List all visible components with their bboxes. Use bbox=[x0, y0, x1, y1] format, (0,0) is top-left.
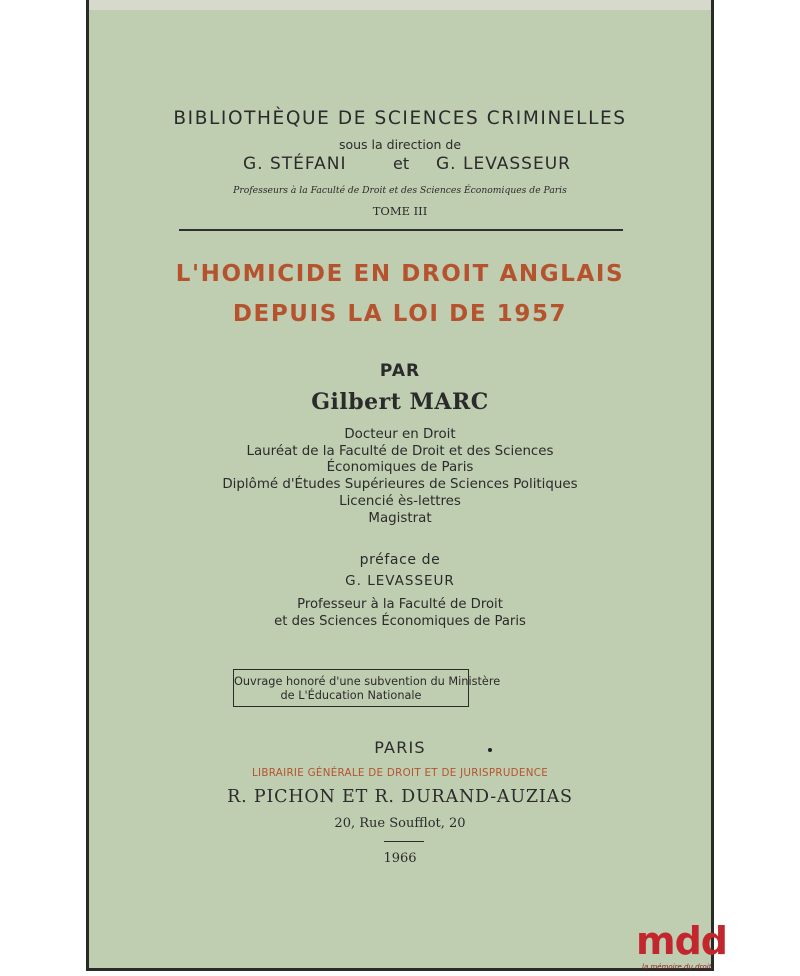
book-cover bbox=[86, 0, 714, 971]
publisher-house: LIBRAIRIE GÉNÉRALE DE DROIT ET DE JURISPRUDENCE bbox=[251, 767, 549, 779]
publisher-names: R. PICHON ET R. DURAND-AUZIAS bbox=[227, 787, 573, 807]
ink-speck bbox=[488, 748, 492, 752]
subsidy-line-1: Ouvrage honoré d'une subvention du Ministère bbox=[234, 675, 501, 688]
author-credential: Diplômé d'Études Supérieures de Sciences Politiques bbox=[222, 477, 578, 492]
book-title-line-1: L'HOMICIDE EN DROIT ANGLAIS bbox=[175, 261, 625, 287]
author-credential: Lauréat de la Faculté de Droit et des Sciences bbox=[246, 444, 554, 459]
watermark-tagline: la mémoire du droit bbox=[642, 963, 712, 971]
preface-affiliation-line-2: et des Sciences Économiques de Paris bbox=[274, 614, 526, 629]
author-name: Gilbert MARC bbox=[311, 389, 489, 415]
year-divider bbox=[384, 841, 424, 842]
directors-conjunction: et bbox=[393, 154, 410, 173]
volume-number: TOME III bbox=[372, 204, 428, 218]
header-divider bbox=[179, 229, 623, 231]
subsidy-line-2: de L'Éducation Nationale bbox=[280, 689, 422, 702]
author-credential: Économiques de Paris bbox=[326, 460, 474, 475]
subsidy-notice-box bbox=[233, 669, 501, 707]
book-title-line-2: DEPUIS LA LOI DE 1957 bbox=[232, 301, 568, 327]
series-title: BIBLIOTHÈQUE DE SCIENCES CRIMINELLES bbox=[173, 108, 627, 129]
author-credential: Magistrat bbox=[368, 511, 432, 526]
cover-top-edge bbox=[89, 0, 711, 10]
preface-affiliation-line-1: Professeur à la Faculté de Droit bbox=[297, 597, 503, 612]
publication-year: 1966 bbox=[383, 851, 417, 866]
preface-label: préface de bbox=[359, 552, 441, 568]
publisher-city: PARIS bbox=[374, 738, 426, 757]
directors-affiliation: Professeurs à la Faculté de Droit et des Sciences Économiques de Paris bbox=[233, 185, 567, 196]
author-credential: Docteur en Droit bbox=[344, 427, 456, 442]
director-1: G. STÉFANI bbox=[243, 154, 347, 174]
by-label: PAR bbox=[379, 361, 421, 381]
direction-label: sous la direction de bbox=[338, 137, 462, 152]
preface-author: G. LEVASSEUR bbox=[345, 573, 455, 589]
author-credential: Licencié ès-lettres bbox=[339, 494, 461, 509]
watermark-logo-text: mdd bbox=[636, 919, 727, 963]
watermark-logo bbox=[636, 919, 727, 972]
director-2: G. LEVASSEUR bbox=[436, 154, 571, 174]
publisher-address: 20, Rue Soufflot, 20 bbox=[334, 816, 466, 831]
